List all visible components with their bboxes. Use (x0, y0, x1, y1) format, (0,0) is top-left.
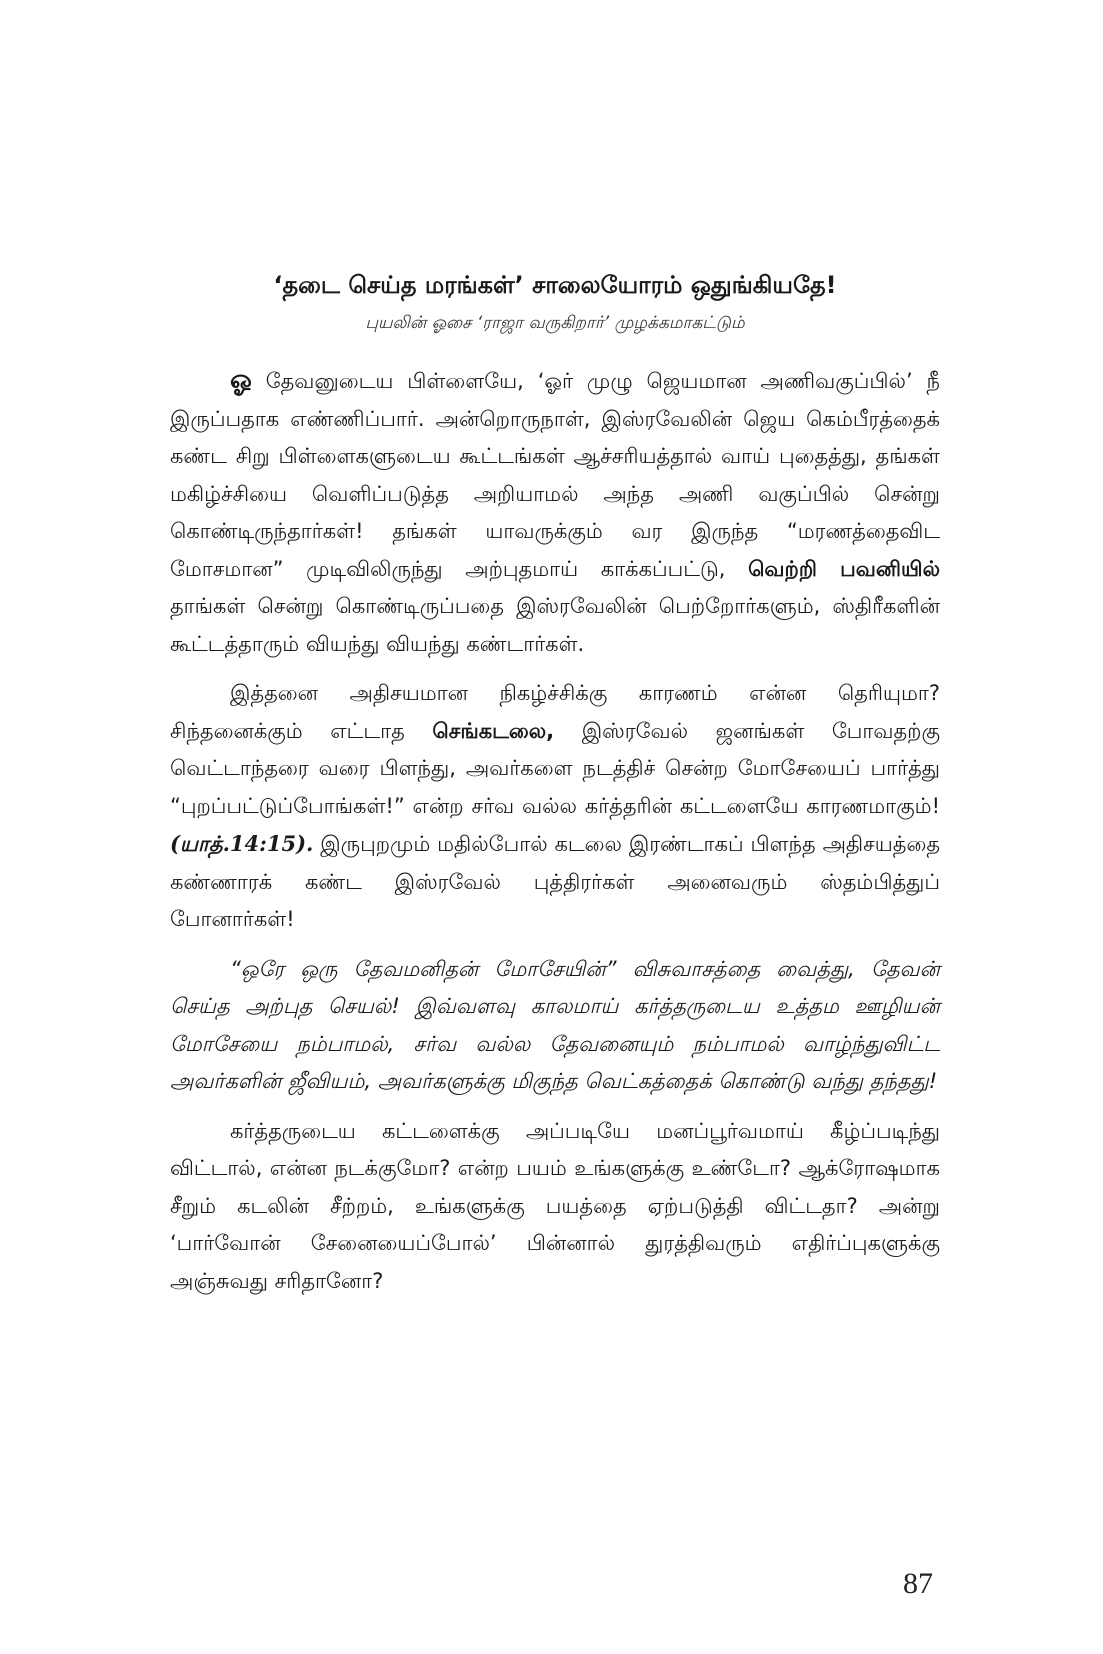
drop-cap: ஓ (230, 365, 252, 395)
paragraph-4: கர்த்தருடைய கட்டளைக்கு அப்படியே மனப்பூர்வமாய் கீழ்ப்படிந்து விட்டால், என்ன நடக்குமோ? என்ற பயம் உங்களுக்கு உண்டோ? ஆக்ரோஷமாக சீறும் கடலின் சீற்றம், உங்களுக்கு பயத்தை ஏற்படுத்தி விட்டதா? அன்று ‘பார்வோன் சேனையைப்போல்’ பின்னால் துரத்திவரும் எதிர்ப்புகளுக்கு அஞ்சுவது சரிதானோ? (170, 1118, 940, 1293)
paragraph-2-text-b: இஸ்ரவேல் ஜனங்கள் போவதற்கு வெட்டாந்தரை வரை பிளந்து, அவர்களை நடத்திச் சென்ற மோசேயைப் பார்த்து “புறப்பட்டுப்போங்கள்!” என்ற சர்வ வல்ல கர்த்தரின் கட்டளையே காரணமாகும்! (170, 718, 940, 818)
paragraph-1-bold: வெற்றி பவனியில் (748, 556, 941, 581)
paragraph-2 (170, 675, 940, 939)
paragraph-1 (170, 362, 940, 663)
paragraph-1-text-b: தாங்கள் சென்று கொண்டிருப்பதை இஸ்ரவேலின் பெற்றோர்களும், ஸ்திரீகளின் கூட்டத்தாரும் வியந்து வியந்து கண்டார்கள். (170, 594, 940, 656)
page-number: 87 (903, 1567, 933, 1600)
paragraph-1-text-a: தேவனுடைய பிள்ளையே, ‘ஓர் முழு ஜெயமான அணிவகுப்பில்’ நீ இருப்பதாக எண்ணிப்பார். அன்றொருநாள், இஸ்ரவேலின் ஜெய கெம்பீரத்தைக் கண்ட சிறு பிள்ளைகளுடைய கூட்டங்கள் ஆச்சரியத்தால் வாய் புதைத்து, தங்கள் மகிழ்ச்சியை வெளிப்படுத்த அறியாமல் அந்த அணி வகுப்பில் சென்று கொண்டிருந்தார்கள்! தங்கள் யாவருக்கும் வர இருந்த “மரணத்தைவிட மோசமான” முடிவிலிருந்து அற்புதமாய் காக்கப்பட்டு, (170, 369, 940, 581)
chapter-subtitle: புயலின் ஓசை ‘ராஜா வருகிறார்’ முழக்கமாகட்டும் (365, 313, 745, 333)
paragraph-3: “ஒரே ஒரு தேவமனிதன் மோசேயின்” விசுவாசத்தை வைத்து, தேவன் செய்த அற்புத செயல்! இவ்வளவு காலமாய் கர்த்தருடைய உத்தம ஊழியன் மோசேயை நம்பாமல், சர்வ வல்ல தேவனையும் நம்பாமல் வாழ்ந்துவிட்ட அவர்களின் ஜீவியம், அவர்களுக்கு மிகுந்த வெட்கத்தைக் கொண்டு வந்து தந்தது! (170, 956, 940, 1093)
paragraph-2-bold: செங்கடலை, (432, 718, 555, 743)
paragraph-2-text-c: இருபுறமும் மதில்போல் கடலை இரண்டாகப் பிளந்த அதிசயத்தை கண்ணாரக் கண்ட இஸ்ரவேல் புத்திரர்கள் அனைவரும் ஸ்தம்பித்துப் போனார்கள்! (170, 832, 940, 931)
page-body (170, 268, 940, 1312)
scripture-reference: (யாத்.14:15). (170, 831, 314, 856)
paragraph-2-text-a: இத்தனை அதிசயமான நிகழ்ச்சிக்கு காரணம் என்ன தெரியுமா? சிந்தனைக்கும் எட்டாத (170, 681, 940, 743)
chapter-title: ‘தடை செய்த மரங்கள்’ சாலையோரம் ஒதுங்கியதே! (273, 271, 837, 299)
